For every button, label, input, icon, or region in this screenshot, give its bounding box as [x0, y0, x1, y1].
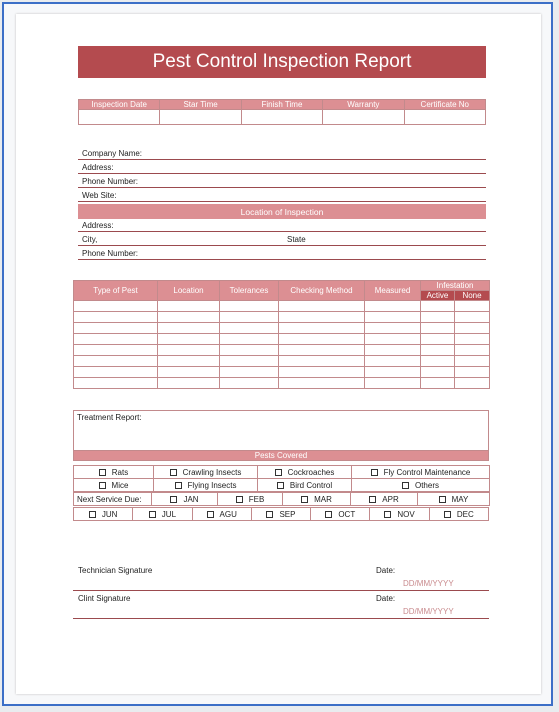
header-cell[interactable]: [404, 110, 485, 125]
checkbox-icon[interactable]: [170, 496, 177, 503]
pest-row: [74, 378, 490, 389]
pest-cell[interactable]: [158, 312, 220, 323]
pest-cell[interactable]: [158, 323, 220, 334]
pest-cell[interactable]: [74, 312, 158, 323]
pest-col: Type of Pest: [74, 281, 158, 301]
checkbox-icon[interactable]: [384, 511, 391, 518]
month-option[interactable]: [218, 493, 283, 506]
month-option[interactable]: [429, 508, 488, 521]
checkbox-icon[interactable]: [175, 482, 182, 489]
pest-cell[interactable]: [220, 367, 279, 378]
tech-signature-line[interactable]: [73, 590, 489, 591]
pest-cell[interactable]: [220, 378, 279, 389]
pest-cell[interactable]: [421, 334, 455, 345]
pest-cell[interactable]: [74, 367, 158, 378]
pest-option[interactable]: [352, 466, 490, 479]
pest-cell[interactable]: [279, 334, 365, 345]
header-cell[interactable]: [160, 110, 241, 125]
pest-cell[interactable]: [158, 378, 220, 389]
month-label: JAN: [183, 494, 199, 504]
pest-cell[interactable]: [365, 367, 421, 378]
pest-cell[interactable]: [158, 356, 220, 367]
pest-cell[interactable]: [74, 378, 158, 389]
header-cell[interactable]: [241, 110, 322, 125]
pest-cell[interactable]: [455, 367, 490, 378]
pest-row: [74, 301, 490, 312]
month-label: APR: [382, 494, 399, 504]
header-cell[interactable]: [323, 110, 404, 125]
month-option[interactable]: [74, 508, 133, 521]
pest-row: [74, 356, 490, 367]
pest-option[interactable]: [352, 479, 490, 492]
checkbox-icon[interactable]: [301, 496, 308, 503]
pest-cell[interactable]: [421, 367, 455, 378]
pest-row: [74, 312, 490, 323]
state-field[interactable]: State: [283, 234, 486, 246]
pest-cell[interactable]: [455, 323, 490, 334]
pest-cell[interactable]: [279, 312, 365, 323]
pest-row: [74, 367, 490, 378]
pest-row: [74, 334, 490, 345]
checkbox-icon[interactable]: [277, 482, 284, 489]
client-date-input[interactable]: DD/MM/YYYY: [403, 607, 454, 616]
checkbox-icon[interactable]: [99, 482, 106, 489]
checkbox-icon[interactable]: [371, 469, 378, 476]
website-field[interactable]: Web Site:: [78, 190, 486, 202]
checkbox-icon[interactable]: [402, 482, 409, 489]
pest-cell[interactable]: [158, 334, 220, 345]
pest-option[interactable]: [258, 466, 352, 479]
treatment-label[interactable]: Treatment Report:: [74, 411, 489, 451]
pest-col: Tolerances: [220, 281, 279, 301]
checkbox-icon[interactable]: [369, 496, 376, 503]
pest-option-label: Cockroaches: [287, 467, 335, 477]
pest-cell[interactable]: [158, 345, 220, 356]
month-label: SEP: [279, 509, 296, 519]
pest-option[interactable]: [154, 479, 258, 492]
pest-cell[interactable]: [279, 345, 365, 356]
month-option[interactable]: [311, 508, 370, 521]
pest-cell[interactable]: [365, 323, 421, 334]
infestation-none: None: [455, 291, 490, 301]
address-field[interactable]: Address:: [78, 162, 486, 174]
pest-col: Infestation: [421, 281, 490, 291]
next-service-label: Next Service Due:: [74, 493, 152, 506]
pest-cell[interactable]: [421, 312, 455, 323]
pest-row: [74, 345, 490, 356]
pest-cell[interactable]: [279, 356, 365, 367]
pest-cell[interactable]: [220, 312, 279, 323]
pest-table: [73, 280, 490, 389]
month-option[interactable]: [283, 493, 351, 506]
pest-option[interactable]: [74, 479, 154, 492]
header-table: [78, 99, 486, 125]
pest-cell[interactable]: [455, 312, 490, 323]
month-label: DEC: [456, 509, 474, 519]
checkbox-icon[interactable]: [170, 469, 177, 476]
pest-cell[interactable]: [279, 323, 365, 334]
pest-cell[interactable]: [455, 334, 490, 345]
pest-cell[interactable]: [220, 323, 279, 334]
tech-date-label: Date:: [376, 566, 396, 575]
header-col: Finish Time: [241, 100, 322, 110]
pest-cell[interactable]: [365, 356, 421, 367]
checkbox-icon[interactable]: [207, 511, 214, 518]
document-page: [16, 14, 541, 694]
client-date-label: Date:: [376, 594, 396, 603]
pest-cell[interactable]: [421, 345, 455, 356]
company-name-field[interactable]: Company Name:: [78, 148, 486, 160]
pest-cell[interactable]: [220, 334, 279, 345]
pest-cell[interactable]: [158, 367, 220, 378]
pest-col: Location: [158, 281, 220, 301]
month-option[interactable]: [418, 493, 490, 506]
month-label: NOV: [397, 509, 415, 519]
pest-option-label: Fly Control Maintenance: [383, 467, 471, 477]
pest-cell[interactable]: [279, 301, 365, 312]
pest-row: [74, 323, 490, 334]
pest-cell[interactable]: [365, 312, 421, 323]
month-option[interactable]: [192, 508, 251, 521]
checkbox-icon[interactable]: [99, 469, 106, 476]
pest-option[interactable]: [74, 466, 154, 479]
pest-option-label: Bird Control: [289, 480, 333, 490]
month-option[interactable]: [351, 493, 418, 506]
pest-cell[interactable]: [220, 301, 279, 312]
pest-option-label: Rats: [111, 467, 129, 477]
header-col: Inspection Date: [79, 100, 160, 110]
pest-cell[interactable]: [279, 367, 365, 378]
pest-cell[interactable]: [74, 301, 158, 312]
pest-cell[interactable]: [365, 334, 421, 345]
pest-cell[interactable]: [158, 301, 220, 312]
checkbox-icon[interactable]: [89, 511, 96, 518]
pest-cell[interactable]: [220, 345, 279, 356]
pest-cell[interactable]: [421, 356, 455, 367]
month-label: AGU: [219, 509, 237, 519]
location-phone-field[interactable]: Phone Number:: [78, 248, 486, 260]
pest-cell[interactable]: [365, 301, 421, 312]
pest-col: Measured: [365, 281, 421, 301]
pest-cell[interactable]: [455, 301, 490, 312]
pest-cell[interactable]: [421, 378, 455, 389]
months-row-2: [73, 507, 489, 521]
pest-cell[interactable]: [421, 323, 455, 334]
pest-cell[interactable]: [74, 334, 158, 345]
pest-option-label: Crawling Insects: [182, 467, 242, 477]
checkbox-icon[interactable]: [236, 496, 243, 503]
pest-cell[interactable]: [455, 378, 490, 389]
checkbox-icon[interactable]: [149, 511, 156, 518]
pest-cell[interactable]: [74, 323, 158, 334]
checkbox-icon[interactable]: [444, 511, 451, 518]
month-option[interactable]: [152, 493, 218, 506]
treatment-box: [73, 410, 489, 461]
pest-cell[interactable]: [74, 356, 158, 367]
header-col: Star Time: [160, 100, 241, 110]
pests-covered-table: [73, 465, 490, 492]
pest-option[interactable]: [258, 479, 352, 492]
checkbox-icon[interactable]: [266, 511, 273, 518]
month-label: JUL: [161, 509, 177, 519]
city-field[interactable]: City,: [78, 234, 288, 246]
pest-option[interactable]: [154, 466, 258, 479]
document-title: Pest Control Inspection Report: [78, 46, 486, 78]
window-frame: [2, 2, 553, 706]
pests-covered-band: Pests Covered: [74, 451, 489, 461]
pest-cell[interactable]: [279, 378, 365, 389]
client-signature-line[interactable]: [73, 618, 489, 619]
month-label: FEB: [248, 494, 265, 504]
header-cell[interactable]: [79, 110, 160, 125]
pest-cell[interactable]: [74, 345, 158, 356]
month-label: JUN: [101, 509, 118, 519]
technician-signature-label: Technician Signature: [78, 566, 153, 575]
pest-col: Checking Method: [279, 281, 365, 301]
month-option[interactable]: [251, 508, 310, 521]
phone-field[interactable]: Phone Number:: [78, 176, 486, 188]
month-option[interactable]: [133, 508, 192, 521]
next-service-row: [73, 492, 490, 506]
header-col: Certificate No: [404, 100, 485, 110]
pest-cell[interactable]: [365, 378, 421, 389]
checkbox-icon[interactable]: [275, 469, 282, 476]
pest-option-label: Flying Insects: [187, 480, 237, 490]
header-col: Warranty: [323, 100, 404, 110]
month-label: MAY: [451, 494, 469, 504]
pest-cell[interactable]: [220, 356, 279, 367]
pest-option-label: Mice: [111, 480, 129, 490]
pest-option-label: Others: [414, 480, 439, 490]
location-band: Location of Inspection: [78, 204, 486, 219]
client-signature-label: Clint Signature: [78, 594, 131, 603]
pest-cell[interactable]: [421, 301, 455, 312]
checkbox-icon[interactable]: [439, 496, 446, 503]
month-label: MAR: [314, 494, 332, 504]
location-address-field[interactable]: Address:: [78, 220, 486, 232]
month-label: OCT: [338, 509, 356, 519]
pest-cell[interactable]: [455, 356, 490, 367]
pest-cell[interactable]: [365, 345, 421, 356]
pest-cell[interactable]: [455, 345, 490, 356]
tech-date-input[interactable]: DD/MM/YYYY: [403, 579, 454, 588]
infestation-active: Active: [421, 291, 455, 301]
month-option[interactable]: [370, 508, 429, 521]
checkbox-icon[interactable]: [325, 511, 332, 518]
